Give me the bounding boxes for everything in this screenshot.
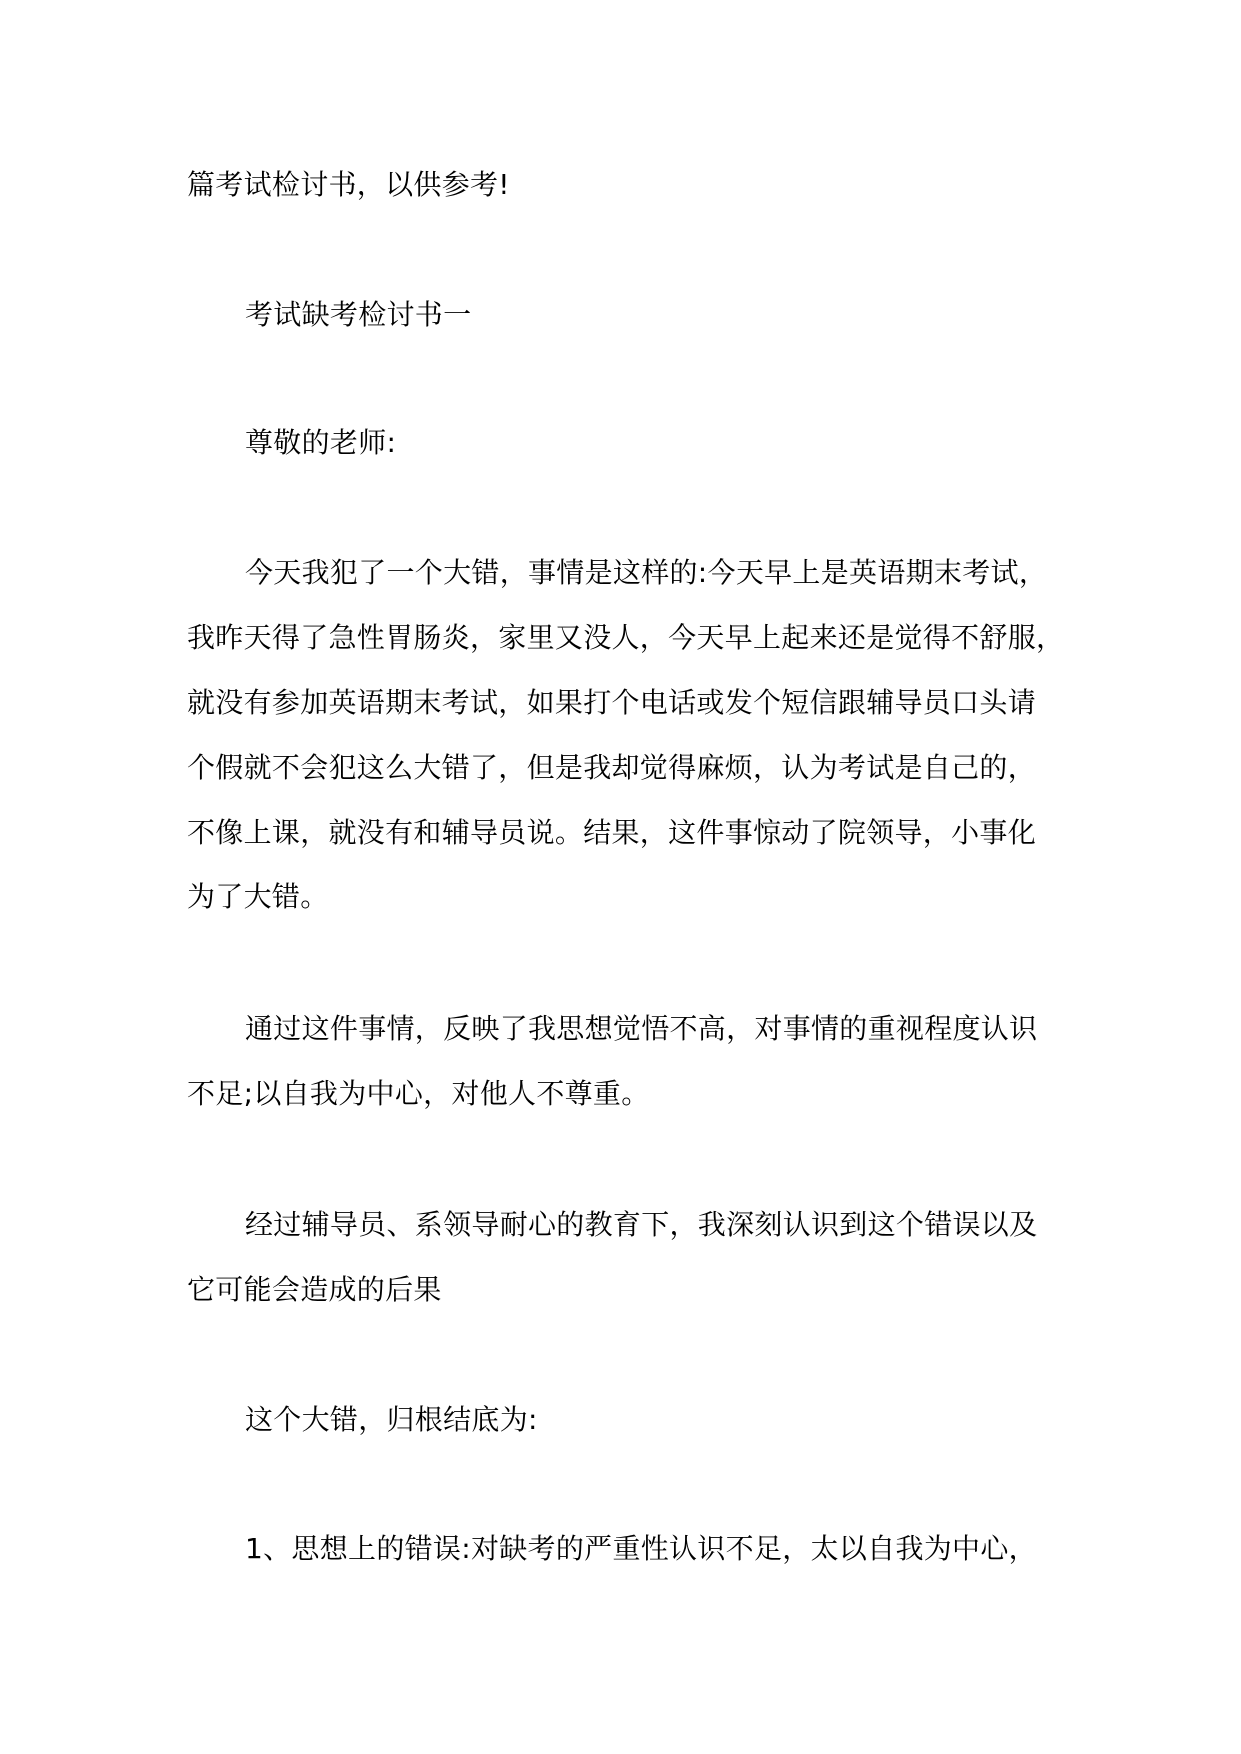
paragraph-1-line-2: 我昨天得了急性胃肠炎，家里又没人，今天早上起来还是觉得不舒服， — [187, 621, 1065, 654]
list-item-1: 1、思想上的错误:对缺考的严重性认识不足，太以自我为中心， — [245, 1532, 1037, 1565]
paragraph-3-line-1: 经过辅导员、系领导耐心的教育下，我深刻认识到这个错误以及 — [245, 1208, 1038, 1241]
intro-line: 篇考试检讨书，以供参考! — [187, 168, 510, 201]
paragraph-1-line-4: 个假就不会犯这么大错了，但是我却觉得麻烦，认为考试是自己的， — [187, 751, 1037, 784]
paragraph-1-line-1: 今天我犯了一个大错，事情是这样的:今天早上是英语期末考试， — [245, 556, 1048, 589]
paragraph-4: 这个大错，归根结底为: — [245, 1403, 538, 1436]
paragraph-2-line-2: 不足;以自我为中心，对他人不尊重。 — [187, 1077, 650, 1110]
paragraph-1-line-6: 为了大错。 — [187, 880, 329, 913]
paragraph-1-line-5: 不像上课，就没有和辅导员说。结果，这件事惊动了院领导，小事化 — [187, 816, 1037, 849]
salutation: 尊敬的老师: — [245, 426, 397, 459]
paragraph-2-line-1: 通过这件事情，反映了我思想觉悟不高，对事情的重视程度认识 — [245, 1012, 1038, 1045]
section-heading: 考试缺考检讨书一 — [245, 298, 472, 331]
paragraph-1-line-3: 就没有参加英语期末考试，如果打个电话或发个短信跟辅导员口头请 — [187, 686, 1037, 719]
paragraph-3-line-2: 它可能会造成的后果 — [187, 1273, 442, 1306]
